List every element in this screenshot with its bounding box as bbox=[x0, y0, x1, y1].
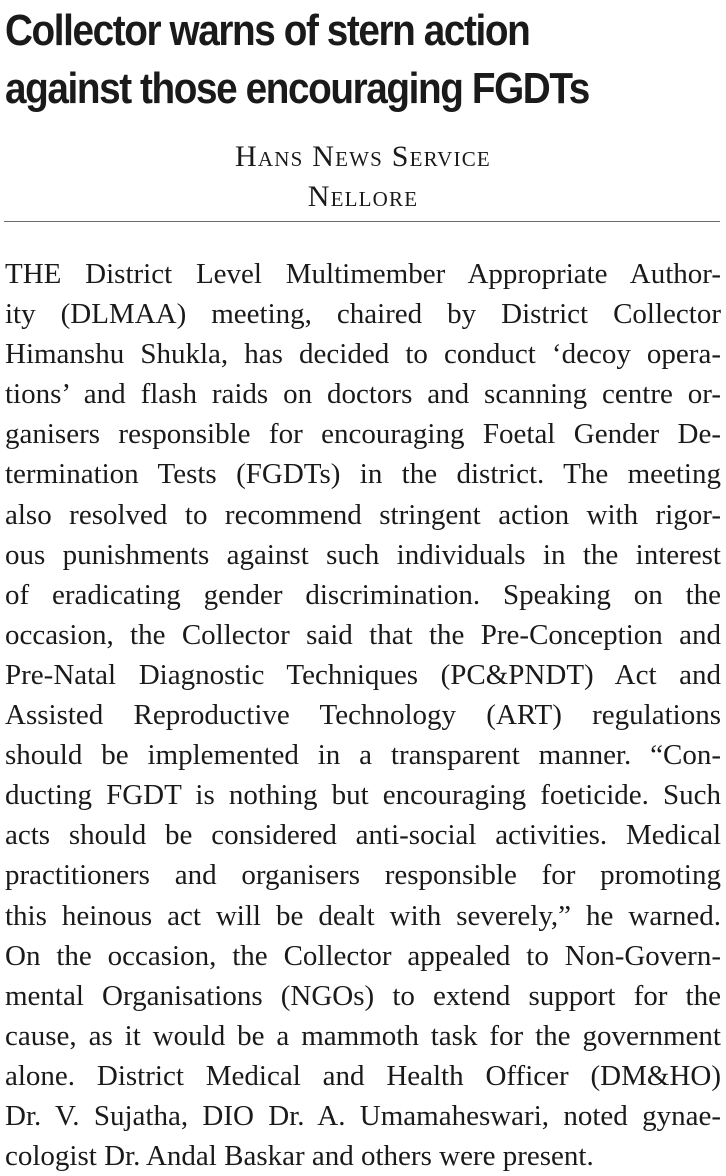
body-line: occasion, the Collector said that the Pre-Conception and bbox=[5, 618, 721, 651]
body-line: of eradicating gender discrimination. Speaking on the bbox=[5, 578, 721, 611]
byline bbox=[0, 137, 726, 217]
body-line: tions’ and flash raids on doctors and scanning centre or- bbox=[5, 378, 721, 411]
byline-agency: Hans News Service bbox=[235, 140, 491, 173]
body-line: also resolved to recommend stringent action with rigor- bbox=[5, 498, 721, 531]
body-line: THE District Level Multimember Appropriate Author- bbox=[5, 258, 721, 290]
body-line: mental Organisations (NGOs) to extend support for the bbox=[5, 979, 721, 1012]
body-line: cause, as it would be a mammoth task for the government bbox=[5, 1019, 721, 1052]
body-line: Himanshu Shukla, has decided to conduct ‘decoy opera- bbox=[5, 338, 721, 371]
headline-line: Collector warns of stern action bbox=[5, 6, 530, 55]
body-line: should be implemented in a transparent manner. “Con- bbox=[5, 739, 721, 772]
body-line: ity (DLMAA) meeting, chaired by District Collector bbox=[5, 298, 721, 331]
body-line: Assisted Reproductive Technology (ART) regulations bbox=[5, 699, 721, 732]
body-line: Dr. V. Sujatha, DIO Dr. A. Umamaheswari, noted gynae- bbox=[5, 1099, 721, 1132]
body-line: cologist Dr. Andal Baskar and others were present. bbox=[5, 1140, 594, 1173]
byline-location: Nellore bbox=[307, 180, 419, 213]
body-line: practitioners and organisers responsible for promoting bbox=[5, 859, 721, 892]
divider bbox=[4, 221, 720, 222]
body-line: ous punishments against such individuals in the interest bbox=[5, 538, 721, 571]
body-line: ducting FGDT is nothing but encouraging foeticide. Such bbox=[5, 779, 721, 812]
body-line: On the occasion, the Collector appealed to Non-Govern- bbox=[5, 939, 721, 972]
body-line: alone. District Medical and Health Officer (DM&HO) bbox=[5, 1059, 721, 1092]
body-line: this heinous act will be dealt with severely,” he warned. bbox=[5, 899, 721, 932]
headline bbox=[5, 2, 635, 118]
body-line: ganisers responsible for encouraging Foetal Gender De- bbox=[5, 418, 721, 451]
body-line: termination Tests (FGDTs) in the district. The meeting bbox=[5, 458, 721, 491]
article-body bbox=[5, 254, 721, 1176]
headline-line: against those encouraging FGDTs bbox=[5, 64, 589, 113]
body-line: Pre-Natal Diagnostic Techniques (PC&PNDT) Act and bbox=[5, 658, 721, 691]
body-line: acts should be considered anti-social activities. Medical bbox=[5, 819, 721, 852]
